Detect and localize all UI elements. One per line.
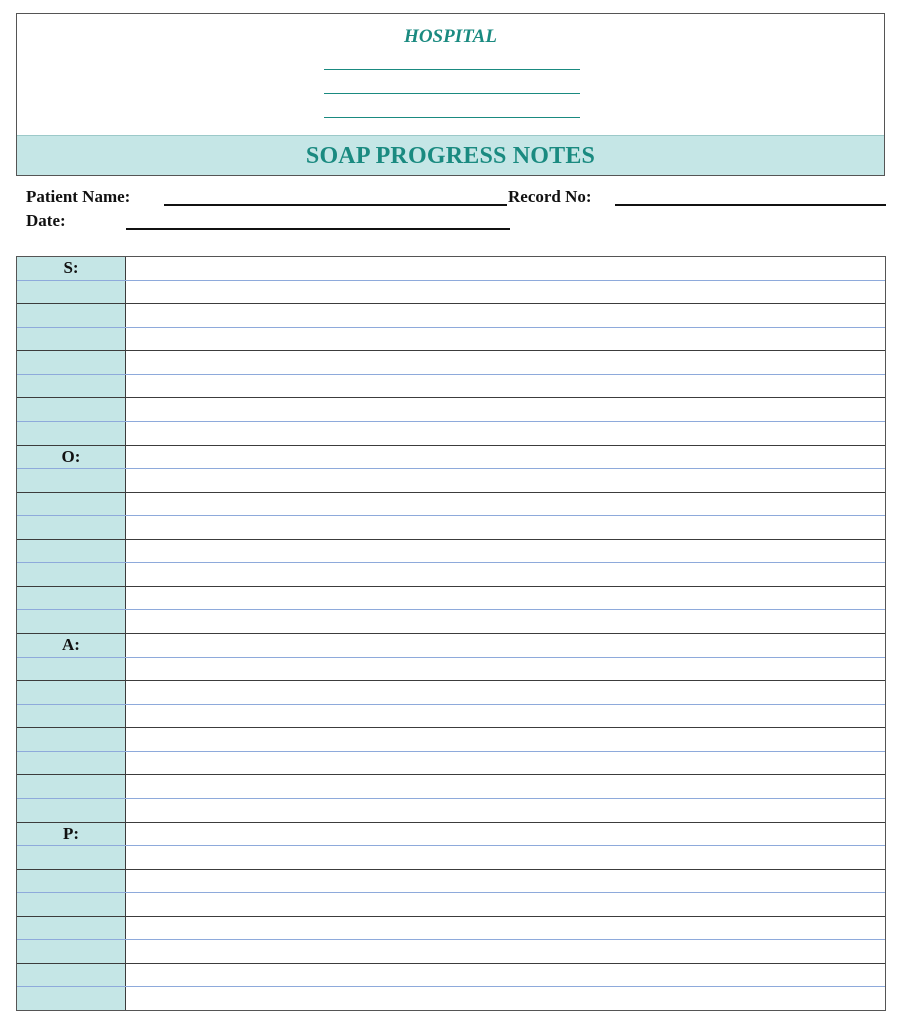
section-label-cell — [17, 328, 126, 351]
note-line[interactable] — [126, 493, 885, 516]
section-label-cell — [17, 587, 126, 610]
note-line[interactable] — [126, 281, 885, 304]
section-label-cell — [17, 940, 126, 963]
section-label-cell — [17, 799, 126, 822]
section-label-cell — [17, 964, 126, 987]
soap-row — [17, 775, 885, 799]
note-line[interactable] — [126, 917, 885, 940]
date-label: Date: — [26, 211, 66, 230]
soap-row — [17, 681, 885, 705]
soap-row — [17, 705, 885, 729]
soap-row — [17, 917, 885, 941]
note-line[interactable] — [126, 681, 885, 704]
soap-row — [17, 964, 885, 988]
note-line[interactable] — [126, 304, 885, 327]
note-line[interactable] — [126, 398, 885, 421]
soap-notes-table — [16, 256, 886, 1011]
form-title: SOAP PROGRESS NOTES — [305, 143, 596, 169]
soap-row — [17, 846, 885, 870]
soap-row — [17, 987, 885, 1010]
note-line[interactable] — [126, 540, 885, 563]
soap-row — [17, 446, 885, 470]
soap-row — [17, 728, 885, 752]
note-line[interactable] — [126, 446, 885, 469]
note-line[interactable] — [126, 587, 885, 610]
soap-row — [17, 516, 885, 540]
note-line[interactable] — [126, 799, 885, 822]
note-line[interactable] — [126, 351, 885, 374]
form-header — [16, 13, 885, 176]
soap-row — [17, 893, 885, 917]
note-line[interactable] — [126, 257, 885, 280]
section-label-cell — [17, 493, 126, 516]
note-line[interactable] — [126, 563, 885, 586]
note-line[interactable] — [126, 870, 885, 893]
section-label-cell — [17, 351, 126, 374]
section-label-cell — [17, 846, 126, 869]
note-line[interactable] — [126, 775, 885, 798]
title-band — [17, 135, 884, 175]
soap-row — [17, 469, 885, 493]
section-label-cell — [17, 281, 126, 304]
soap-row — [17, 493, 885, 517]
hospital-name: HOSPITAL — [404, 26, 497, 47]
section-label-cell — [17, 870, 126, 893]
section-label-cell — [17, 987, 126, 1010]
soap-row — [17, 587, 885, 611]
soap-row — [17, 281, 885, 305]
section-label-cell — [17, 893, 126, 916]
section-label-cell — [17, 705, 126, 728]
section-label-cell — [17, 469, 126, 492]
soap-row — [17, 257, 885, 281]
note-line[interactable] — [126, 422, 885, 445]
note-line[interactable] — [126, 893, 885, 916]
section-label-cell — [17, 752, 126, 775]
soap-row — [17, 752, 885, 776]
section-label-cell — [17, 375, 126, 398]
note-line[interactable] — [126, 634, 885, 657]
section-label-cell — [17, 775, 126, 798]
soap-row — [17, 870, 885, 894]
address-line-2[interactable] — [324, 93, 580, 94]
record-no-label: Record No: — [508, 187, 592, 206]
soap-row — [17, 658, 885, 682]
soap-row — [17, 540, 885, 564]
section-label-2: A: — [17, 634, 126, 657]
soap-row — [17, 610, 885, 634]
patient-name-field[interactable] — [164, 204, 507, 206]
section-label-cell — [17, 540, 126, 563]
record-no-field[interactable] — [615, 204, 886, 206]
note-line[interactable] — [126, 516, 885, 539]
note-line[interactable] — [126, 752, 885, 775]
soap-row — [17, 634, 885, 658]
section-label-cell — [17, 563, 126, 586]
date-field[interactable] — [126, 228, 510, 230]
section-label-3: P: — [17, 823, 126, 846]
note-line[interactable] — [126, 705, 885, 728]
soap-row — [17, 940, 885, 964]
section-label-cell — [17, 610, 126, 633]
note-line[interactable] — [126, 823, 885, 846]
soap-row — [17, 375, 885, 399]
section-label-cell — [17, 917, 126, 940]
note-line[interactable] — [126, 987, 885, 1010]
soap-row — [17, 422, 885, 446]
address-line-1[interactable] — [324, 69, 580, 70]
note-line[interactable] — [126, 846, 885, 869]
section-label-1: O: — [17, 446, 126, 469]
note-line[interactable] — [126, 328, 885, 351]
soap-row — [17, 304, 885, 328]
section-label-cell — [17, 398, 126, 421]
soap-row — [17, 351, 885, 375]
soap-row — [17, 799, 885, 823]
soap-row — [17, 563, 885, 587]
note-line[interactable] — [126, 375, 885, 398]
section-label-cell — [17, 728, 126, 751]
note-line[interactable] — [126, 658, 885, 681]
soap-row — [17, 823, 885, 847]
note-line[interactable] — [126, 940, 885, 963]
soap-row — [17, 328, 885, 352]
section-label-0: S: — [17, 257, 126, 280]
note-line[interactable] — [126, 728, 885, 751]
section-label-cell — [17, 304, 126, 327]
address-line-3[interactable] — [324, 117, 580, 118]
patient-name-label: Patient Name: — [26, 187, 131, 206]
section-label-cell — [17, 658, 126, 681]
soap-row — [17, 398, 885, 422]
note-line[interactable] — [126, 964, 885, 987]
note-line[interactable] — [126, 469, 885, 492]
section-label-cell — [17, 681, 126, 704]
section-label-cell — [17, 516, 126, 539]
note-line[interactable] — [126, 610, 885, 633]
section-label-cell — [17, 422, 126, 445]
